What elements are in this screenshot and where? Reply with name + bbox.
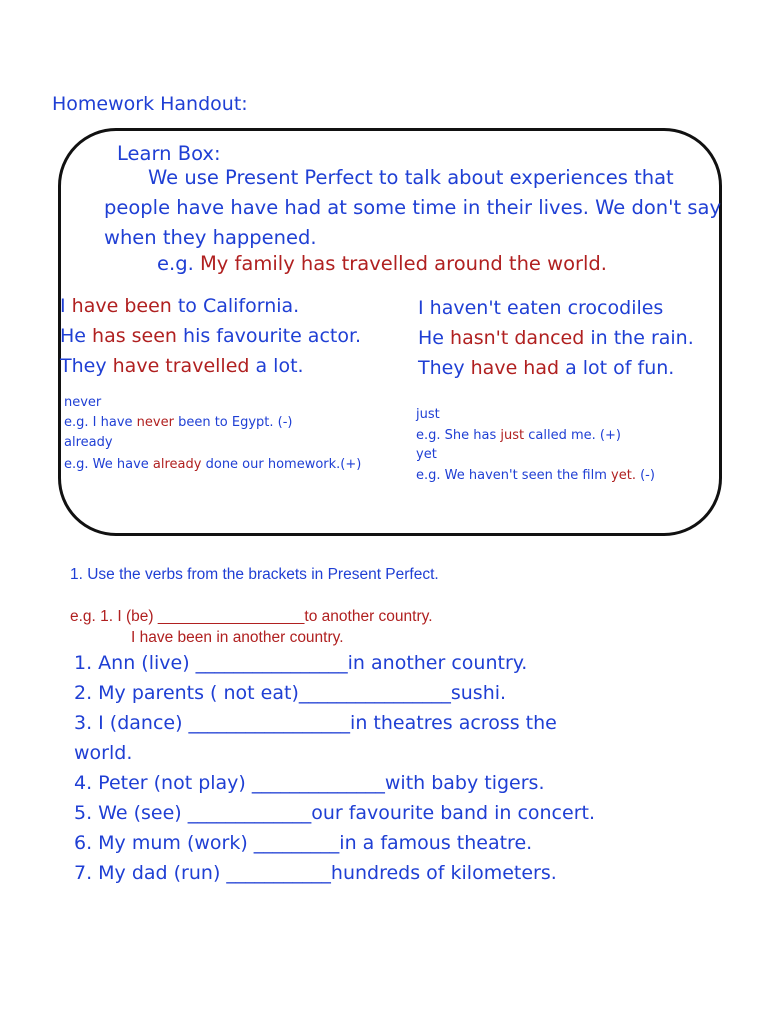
- just-example: [416, 428, 621, 443]
- just-label: just: [416, 407, 440, 422]
- exercise-instruction: 1. Use the verbs from the brackets in Present Perfect.: [70, 566, 439, 583]
- example-subject: I: [418, 297, 424, 319]
- exercise-item: 7. My dad (run) ___________hundreds of kilometers.: [74, 862, 557, 884]
- exercise-item: 5. We (see) _____________our favourite band in concert.: [74, 802, 595, 824]
- never-example-end: been to Egypt. (-): [178, 415, 293, 430]
- learn-box-example: [157, 252, 607, 275]
- example-verb: have been: [71, 295, 172, 317]
- example-rest: his favourite actor.: [183, 325, 362, 347]
- example-verb: have travelled: [112, 355, 250, 377]
- learn-box-text-line-2: people have have had at some time in their lives. We don't say: [104, 196, 721, 219]
- example-rest: a lot of fun.: [565, 357, 675, 379]
- example-verb: have had: [470, 357, 560, 379]
- example-verb: has seen: [92, 325, 177, 347]
- exercise-example-answer: I have been in another country.: [131, 629, 344, 646]
- already-label: already: [64, 435, 113, 450]
- already-example-start: e.g. We have: [64, 457, 149, 472]
- just-example-end: called me. (+): [528, 428, 621, 443]
- just-example-start: e.g. She has: [416, 428, 497, 443]
- never-example-adverb: never: [136, 415, 174, 430]
- example-subject: He: [60, 325, 86, 347]
- example-subject: They: [418, 357, 465, 379]
- exercise-item: 3. I (dance) _________________in theatres across the: [74, 712, 557, 734]
- already-example-end: done our homework.(+): [205, 457, 362, 472]
- learn-box-text-line-1: We use Present Perfect to talk about experiences that: [148, 166, 674, 189]
- already-example-adverb: already: [152, 457, 202, 472]
- right-example-3: [418, 357, 674, 379]
- exercise-item: 4. Peter (not play) ______________with baby tigers.: [74, 772, 545, 794]
- left-example-1: [60, 295, 299, 317]
- right-example-2: [418, 327, 694, 349]
- exercise-item: 6. My mum (work) _________in a famous theatre.: [74, 832, 533, 854]
- handout-title: Homework Handout:: [52, 93, 248, 115]
- example-rest: crocodiles: [567, 297, 664, 319]
- example-subject: I: [60, 295, 66, 317]
- just-example-adverb: just: [500, 428, 525, 443]
- learn-box-heading: Learn Box:: [117, 142, 221, 165]
- left-example-2: [60, 325, 361, 347]
- left-example-3: [60, 355, 304, 377]
- never-example: [64, 415, 293, 430]
- example-rest: a lot.: [255, 355, 304, 377]
- example-subject: He: [418, 327, 444, 349]
- never-example-start: e.g. I have: [64, 415, 133, 430]
- never-label: never: [64, 395, 102, 410]
- example-rest: in the rain.: [590, 327, 694, 349]
- exercise-item: 1. Ann (live) ________________in another country.: [74, 652, 528, 674]
- yet-example-start: e.g. We haven't seen the film: [416, 468, 607, 483]
- exercise-item: world.: [74, 742, 133, 764]
- example-subject: They: [60, 355, 107, 377]
- example-rest: to California.: [177, 295, 300, 317]
- example-prefix: e.g.: [157, 252, 194, 275]
- example-verb: haven't eaten: [429, 297, 562, 319]
- yet-example-adverb: yet.: [611, 468, 636, 483]
- yet-example: [416, 468, 655, 483]
- right-example-1: [418, 297, 663, 319]
- exercise-item: 2. My parents ( not eat)________________sushi.: [74, 682, 507, 704]
- learn-box-text-line-3: when they happened.: [104, 226, 317, 249]
- exercise-example-prompt: e.g. 1. I (be) _________________to another country.: [70, 608, 433, 625]
- yet-label: yet: [416, 447, 437, 462]
- example-sentence: My family has travelled around the world.: [199, 252, 608, 275]
- example-verb: hasn't danced: [450, 327, 585, 349]
- already-example: [64, 457, 361, 472]
- yet-example-end: (-): [640, 468, 655, 483]
